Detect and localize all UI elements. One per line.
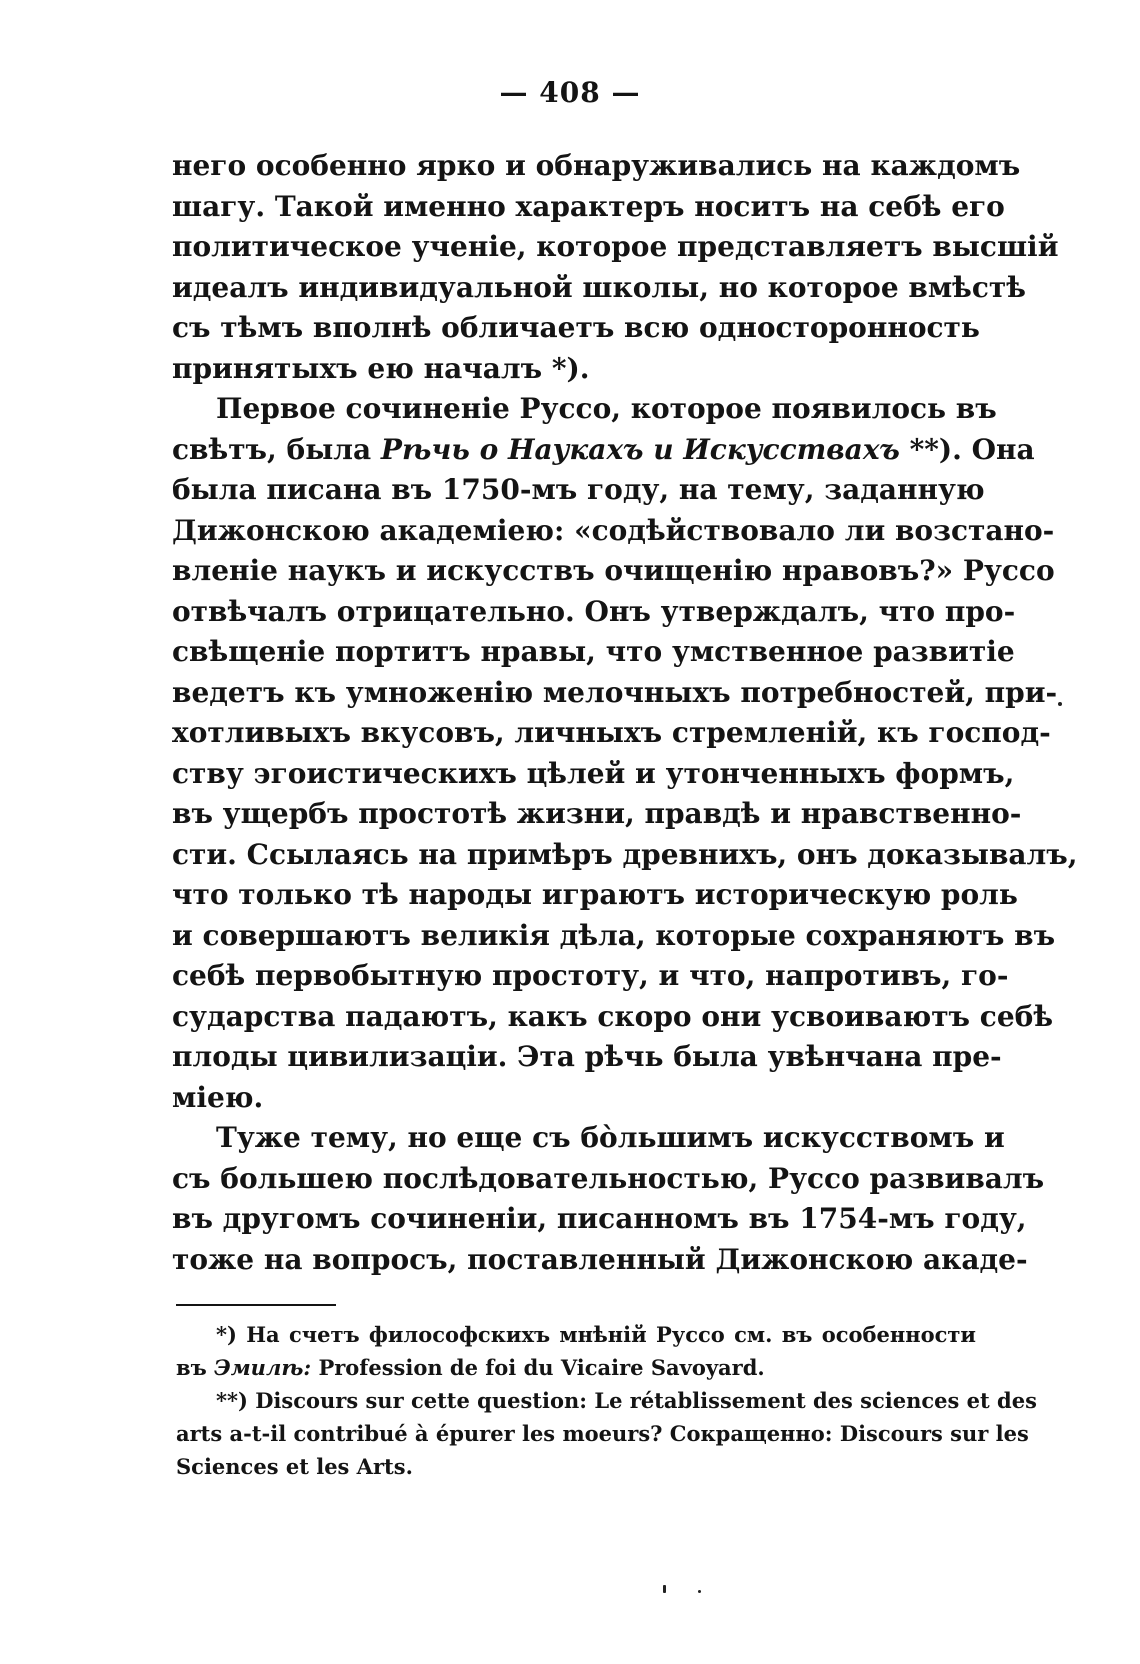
paragraph-start-line: Туже тему, но еще съ бо̀льшимъ искусствомъ и [216,1121,1005,1154]
text-fragment: Profession de foi du Vicaire Savoyard. [318,1355,765,1380]
footnote-line: arts a-t-il contribué à épurer les moeurs? Сокращенно: Discours sur les [176,1421,1029,1446]
text-line: него особенно ярко и обнаруживались на каждомъ [172,149,1021,182]
page-number: — 408 — [499,76,641,109]
footnote-line: Sciences et les Arts. [176,1454,413,1479]
text-fragment: въ [176,1355,207,1380]
text-line: въ другомъ сочиненіи, писанномъ въ 1754-мъ году, [172,1202,1027,1235]
footnote-separator [176,1304,336,1306]
text-line: съ большею послѣдовательностью, Руссо развивалъ [172,1161,1045,1195]
text-line: свѣщеніе портитъ нравы, что умственное развитіе [172,635,1015,668]
text-line: сти. Ссылаясь на примѣръ древнихъ, онъ доказывалъ, [172,837,1078,871]
text-fragment: **). Она [909,432,1035,466]
footnote-line: *) На счетъ философскихъ мнѣній Руссо см. въ особенности [216,1322,976,1347]
scan-speck [1058,702,1062,706]
footnote-line-with-title [176,1351,976,1384]
text-line: хотливыхъ вкусовъ, личныхъ стремленій, къ господ- [172,716,1051,749]
text-line: сударства падаютъ, какъ скоро они усвоиваютъ себѣ [172,999,1054,1033]
scan-speck [663,1585,666,1593]
text-line: міею. [172,1080,264,1114]
text-line: съ тѣмъ вполнѣ обличаетъ всю односторонность [172,311,980,344]
scan-speck [698,1590,701,1593]
footnotes [176,1318,1037,1483]
text-line: была писана въ 1750-мъ году, на тему, заданную [172,473,985,506]
footnote-line: **) Discours sur cette question: Le rétablissement des sciences et des [216,1388,1037,1413]
text-line: шагу. Такой именно характеръ носитъ на себѣ его [172,189,1005,223]
text-line: тоже на вопросъ, поставленный Дижонскою акаде- [172,1242,1028,1276]
text-fragment: свѣтъ, была [172,432,372,466]
text-line: ведетъ къ умноженію мелочныхъ потребностей, при- [172,675,1058,709]
text-line: въ ущербъ простотѣ жизни, правдѣ и нравственно- [172,797,1022,830]
text-line: вленіе наукъ и искусствъ очищенію нравовъ?» Руссо [172,554,1055,587]
text-line: плоды цивилизаціи. Эта рѣчь была увѣнчана пре- [172,1040,1002,1073]
text-line: и совершаютъ великія дѣла, которые сохраняютъ въ [172,918,1056,952]
text-line: идеалъ индивидуальной школы, но которое вмѣстѣ [172,270,1026,304]
text-line: ству эгоистическихъ цѣлей и утонченныхъ формъ, [172,756,1015,790]
work-title: Эмилѣ: [214,1355,312,1380]
text-line: Дижонскою академіею: «содѣйствовало ли возстано- [172,513,1055,547]
text-line: отвѣчалъ отрицательно. Онъ утверждалъ, что про- [172,594,1016,628]
work-title: Рѣчь о Наукахъ и Искусствахъ [380,432,900,466]
text-line: себѣ первобытную простоту, и что, напротивъ, го- [172,959,1009,992]
main-text [172,146,1078,1280]
text-line: принятыхъ ею началъ *). [172,351,590,385]
text-line: что только тѣ народы играютъ историческую роль [172,878,1018,911]
paragraph-start-line: Первое сочиненіе Руссо, которое появилось въ [216,392,997,425]
text-line: политическое ученіе, которое представляетъ высшій [172,230,1059,263]
text-line-with-title [172,430,1035,471]
